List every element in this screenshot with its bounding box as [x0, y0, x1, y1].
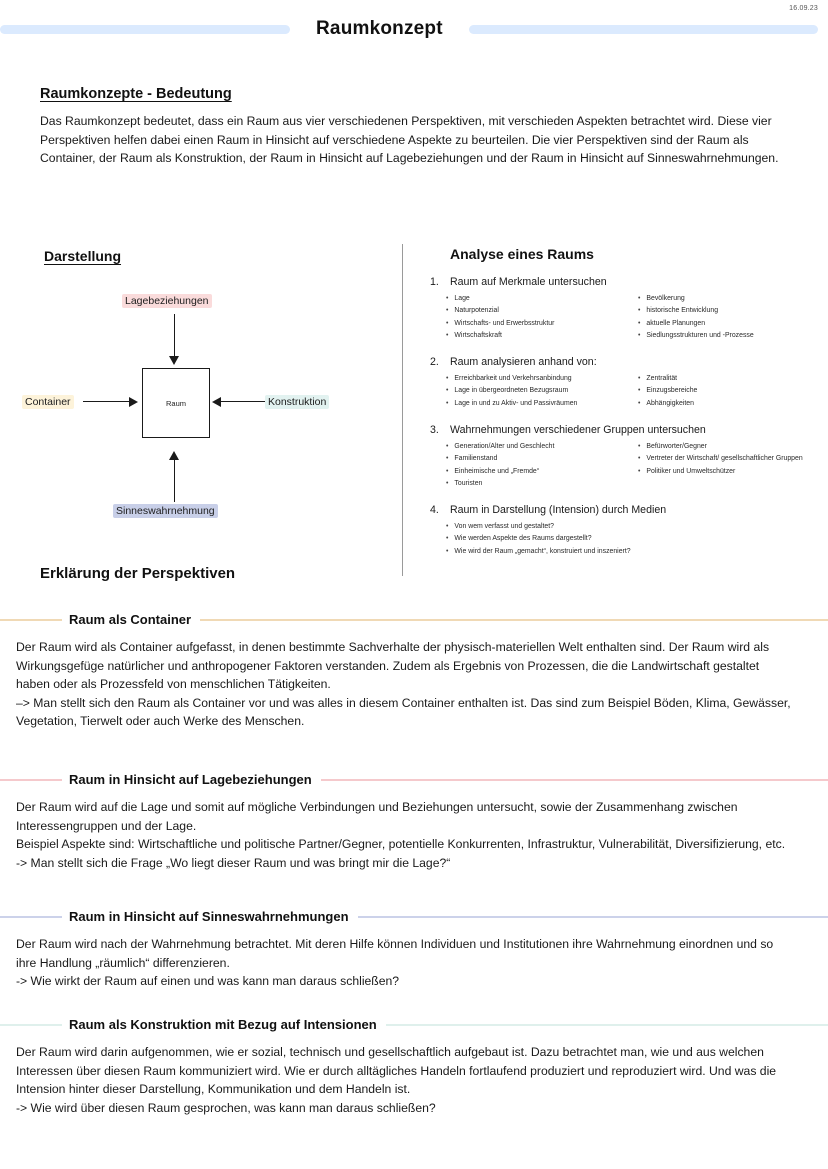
page-title: Raumkonzept — [316, 18, 443, 39]
analyse-step-heading — [430, 504, 822, 516]
analyse-bullet — [446, 398, 630, 410]
intro-heading: Raumkonzepte - Bedeutung — [40, 86, 232, 102]
analyse-bullet — [638, 398, 822, 410]
bullet-dot-icon: • — [638, 442, 641, 450]
column-divider — [402, 244, 403, 576]
perspective-title: Raum als Konstruktion mit Bezug auf Intensionen — [62, 1017, 386, 1032]
analyse-bullet-label: historische Entwicklung — [646, 307, 719, 315]
diagram-center-label: Raum — [165, 398, 186, 408]
analyse-bullet-label: Wirtschaftskraft — [454, 331, 502, 339]
perspective-body: Der Raum wird auf die Lage und somit auf mögliche Verbindungen und Beziehungen untersucht, sowie der Zusammenhang zwischen Interessengruppen und der Lage. Beispiel Aspekte sind: Wirtschaftliche und politische Partner/Gegner, potentielle Konkurrenten, Infrastruktur, Vulnerabilität, Diversifizierung, etc. -> Man stellt sich die Frage „Wo liegt dieser Raum und was bringt mir die Lage?“ — [16, 800, 786, 870]
diagram-label-container: Container — [22, 395, 74, 409]
analyse-bullet-label: Wie werden Aspekte des Raums dargestellt? — [454, 535, 592, 543]
analyse-bullet — [446, 385, 630, 397]
perspective-title: Raum als Container — [62, 612, 200, 627]
analyse-step-number: 1. — [430, 276, 439, 288]
analyse-bullet-column-left — [446, 441, 630, 490]
analyse-bullet-label: Touristen — [454, 479, 483, 487]
bullet-dot-icon: • — [446, 467, 449, 475]
analyse-bullet — [446, 318, 630, 330]
arrow-left-head-icon — [212, 397, 221, 407]
analyse-bullet — [446, 453, 630, 465]
analyse-bullet-label: Bevölkerung — [646, 295, 685, 302]
analyse-bullet-column-left — [446, 521, 631, 558]
arrow-up-line — [174, 460, 175, 502]
analyse-bullet — [638, 385, 822, 397]
analyse-step — [430, 356, 822, 410]
bullet-dot-icon: • — [638, 455, 641, 463]
diagram-title: Darstellung — [44, 248, 122, 264]
analyse-bullet — [446, 478, 630, 490]
analyse-step-title: Raum analysieren anhand von: — [450, 356, 597, 369]
perspective-title: Raum in Hinsicht auf Lagebeziehungen — [62, 772, 321, 787]
analyse-step-columns — [430, 521, 822, 558]
document-date: 16.09.23 — [789, 5, 818, 12]
bullet-dot-icon: • — [446, 399, 449, 407]
analyse-bullet-label: Einheimische und „Fremde“ — [454, 467, 540, 475]
perspective-sinneswahrnehmungen — [0, 905, 828, 991]
bullet-dot-icon: • — [446, 331, 449, 339]
analyse-bullet-label: Familienstand — [454, 455, 498, 463]
analyse-step — [430, 424, 822, 490]
analyse-bullet-label: Wirtschafts- und Erwerbsstruktur — [454, 319, 555, 327]
perspective-title: Raum in Hinsicht auf Sinneswahrnehmungen — [62, 909, 358, 924]
analyse-bullet-label: aktuelle Planungen — [646, 319, 706, 327]
intro-body: Das Raumkonzept bedeutet, dass ein Raum aus vier verschiedenen Perspektiven, mit verschieden Aspekten betrachtet wird. Diese vier Perspektiven helfen dabei einen Raum in Hinsicht auf verschiedene Aspekte zu beurteilen. Die vier Perspektiven sind der Raum als Container, der Raum als Konstruktion, der Raum in Hinsicht auf Lagebeziehungen und der Raum in Hinsicht auf Sinneswahrnehmungen. — [40, 114, 779, 166]
analyse-bullet-label: Erreichbarkeit und Verkehrsanbindung — [454, 375, 572, 383]
bullet-dot-icon: • — [446, 547, 449, 555]
bullet-dot-icon: • — [638, 307, 641, 315]
analyse-bullet — [446, 533, 631, 545]
diagram-label-konstruktion: Konstruktion — [265, 395, 329, 409]
analyse-bullet-label: Lage in und zu Aktiv- und Passivräumen — [454, 399, 578, 407]
perspectives-section-title: Erklärung der Perspektiven — [40, 565, 236, 582]
analyse-bullet — [638, 293, 822, 305]
analyse-step-number: 3. — [430, 423, 439, 436]
arrow-up-head-icon — [169, 451, 179, 460]
analyse-step-heading — [430, 424, 822, 436]
analyse-step-title: Raum auf Merkmale untersuchen — [450, 276, 607, 288]
analyse-steps-list — [430, 276, 822, 558]
analyse-bullet — [638, 305, 822, 317]
analyse-bullet — [446, 373, 630, 385]
analyse-bullet — [638, 318, 822, 330]
analyse-bullet-label: Siedlungsstrukturen und -Prozesse — [646, 331, 754, 339]
analyse-bullet-label: Abhängigkeiten — [646, 399, 694, 407]
bullet-dot-icon: • — [446, 295, 449, 302]
analyse-bullet — [446, 305, 630, 317]
analyse-bullet — [446, 441, 630, 453]
arrow-down-line — [174, 314, 175, 358]
analyse-step — [430, 276, 822, 342]
arrow-right-head-icon — [129, 397, 138, 407]
intro-section — [40, 86, 800, 168]
analyse-step-title: Raum in Darstellung (Intension) durch Medien — [450, 504, 667, 517]
analyse-step-columns — [430, 293, 822, 342]
perspective-header — [0, 905, 828, 927]
analyse-bullet — [638, 441, 822, 453]
analyse-title: Analyse eines Raums — [450, 246, 594, 262]
analyse-bullet-label: Wie wird der Raum „gemacht“, konstruiert und inszeniert? — [454, 547, 631, 555]
perspective-container — [0, 608, 828, 731]
analyse-bullet-column-left — [446, 373, 630, 410]
document-header — [0, 12, 828, 46]
analyse-bullet — [446, 546, 631, 558]
analyse-bullet — [446, 466, 630, 478]
analyse-bullet-column-right — [639, 521, 822, 558]
analyse-step-number: 2. — [430, 356, 439, 369]
analyse-bullet-label: Generation/Alter und Geschlecht — [454, 442, 555, 450]
analyse-step-number: 4. — [430, 504, 439, 517]
bullet-dot-icon: • — [446, 319, 449, 327]
bullet-dot-icon: • — [638, 331, 641, 339]
bullet-dot-icon: • — [638, 319, 641, 327]
perspective-lagebeziehungen — [0, 768, 828, 872]
analyse-bullet — [638, 373, 822, 385]
analyse-step-heading — [430, 356, 822, 368]
analyse-bullet-label: Lage — [454, 295, 470, 302]
perspective-body: Der Raum wird darin aufgenommen, wie er sozial, technisch und gesellschaftlich aufgebaut ist. Dazu betrachtet man, wie und aus welchen Interessen über diesen Raum kommuniziert wird. Wie er durch alltägliches Handeln fortlaufend produziert und reproduziert wird. Und was die Intension hinter dieser Darstellung, Kommunikation und dem Handeln ist. -> Wie wird über diesen Raum gesprochen, was kann man daraus schließen? — [16, 1045, 777, 1115]
analyse-bullet-label: Einzugsbereiche — [646, 387, 698, 395]
bullet-dot-icon: • — [638, 375, 641, 383]
bullet-dot-icon: • — [446, 523, 449, 531]
bullet-dot-icon: • — [446, 479, 449, 487]
perspective-body: Der Raum wird nach der Wahrnehmung betrachtet. Mit deren Hilfe können Individuen und Institutionen ihre Wahrnehmung einordnen und so ihre Handlung „räumlich“ differenzieren. -> Wie wirkt der Raum auf einen und was kann man daraus schließen? — [16, 937, 774, 989]
analyse-bullet-label: Befürworter/Gegner — [646, 442, 707, 450]
analyse-bullet — [446, 521, 631, 533]
analyse-bullet-label: Politiker und Umweltschützer — [646, 467, 736, 475]
bullet-dot-icon: • — [446, 535, 449, 543]
analyse-bullet-label: Naturpotenzial — [454, 307, 499, 315]
analyse-step-title: Wahrnehmungen verschiedener Gruppen untersuchen — [450, 423, 706, 436]
analyse-step-columns — [430, 441, 822, 490]
perspective-konstruktion — [0, 1013, 828, 1117]
middle-section — [0, 240, 828, 580]
bullet-dot-icon: • — [638, 295, 641, 302]
header-rule-right — [469, 25, 818, 34]
diagram-center-box — [142, 368, 210, 438]
analyse-bullet — [638, 453, 822, 465]
arrow-right-line — [83, 401, 131, 402]
analyse-bullet-column-right — [638, 293, 822, 342]
analyse-bullet-label: Vertreter der Wirtschaft/ gesellschaftlicher Gruppen — [646, 455, 803, 463]
raum-diagram — [0, 280, 400, 570]
diagram-label-lagebeziehungen: Lagebeziehungen — [122, 294, 212, 308]
bullet-dot-icon: • — [446, 455, 449, 463]
analyse-bullet — [638, 466, 822, 478]
analyse-section — [430, 246, 822, 572]
analyse-bullet-label: Lage in übergeordneten Bezugsraum — [454, 387, 569, 395]
arrow-down-head-icon — [169, 356, 179, 365]
analyse-bullet-column-right — [638, 441, 822, 490]
analyse-bullet-label: Zentralität — [646, 375, 678, 383]
arrow-left-line — [221, 401, 265, 402]
analyse-bullet — [446, 330, 630, 342]
bullet-dot-icon: • — [446, 375, 449, 383]
bullet-dot-icon: • — [446, 442, 449, 450]
analyse-step — [430, 504, 822, 558]
analyse-bullet — [638, 330, 822, 342]
analyse-bullet-column-left — [446, 293, 630, 342]
analyse-bullet — [446, 293, 630, 305]
bullet-dot-icon: • — [638, 467, 641, 475]
analyse-bullet-column-right — [638, 373, 822, 410]
bullet-dot-icon: • — [638, 399, 641, 407]
analyse-bullet-label: Von wem verfasst und gestaltet? — [454, 523, 555, 531]
analyse-step-heading — [430, 276, 822, 288]
perspective-header — [0, 1013, 828, 1035]
bullet-dot-icon: • — [446, 387, 449, 395]
perspective-body: Der Raum wird als Container aufgefasst, in denen bestimmte Sachverhalte der physisch-materiellen Welt enthalten sind. Der Raum wird als Wirkungsgefüge natürlicher und anthropogener Faktoren verstanden. Zudem als Ergebnis von Prozessen, die die Landwirtschaft gestaltet haben oder als Prozessfeld von menschlichen Tätigkeiten. –> Man stellt sich den Raum als Container vor und was alles in diesem Container enthalten ist. Das sind zum Beispiel Böden, Klima, Gewässer, Vegetation, Tierwelt oder auch Werke des Menschen. — [16, 640, 791, 729]
bullet-dot-icon: • — [638, 387, 641, 395]
analyse-step-columns — [430, 373, 822, 410]
bullet-dot-icon: • — [446, 307, 449, 315]
perspective-header — [0, 608, 828, 630]
diagram-label-sinneswahrnehmung: Sinneswahrnehmung — [113, 504, 218, 518]
header-rule-left — [0, 25, 290, 34]
perspective-header — [0, 768, 828, 790]
